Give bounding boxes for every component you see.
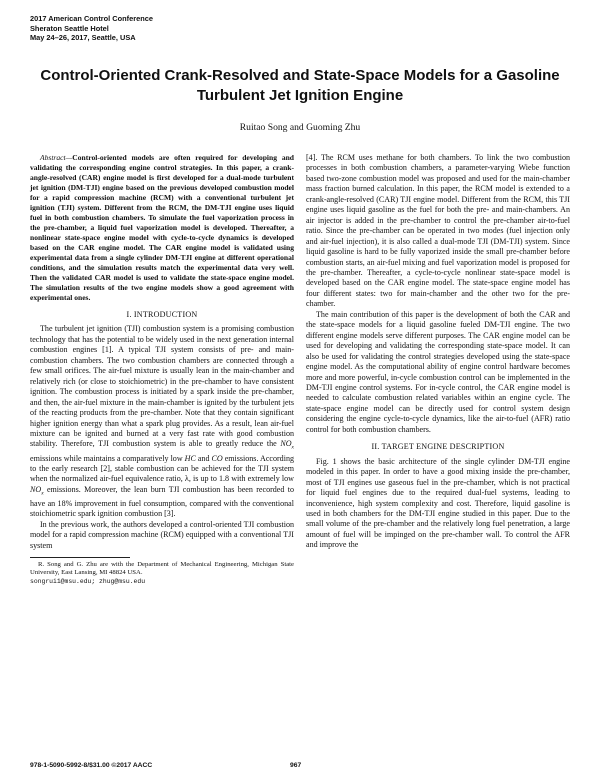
conference-dates: May 24–26, 2017, Seattle, USA bbox=[30, 33, 136, 42]
footer-page-number: 967 bbox=[290, 762, 302, 769]
abstract-dash: — bbox=[65, 153, 73, 162]
right-column bbox=[306, 153, 570, 551]
right-paragraph-1: [4]. The RCM uses methane for both chambers. To link the two combustion processes in both combustion chambers, a parameter-varying Wiebe function based two-zone combustion model was proposed and used for the main-chamber mass fraction burned calculation. In this paper, the RCM model is extended to a crank-angle-resolved (CAR) TJI engine model. Different from the RCM, this TJI engine uses liquid gasoline as the fuel for both the pre- and main-chambers. An air injector is added in the pre-chamber to control the pre-chamber air-to-fuel ratio. Since the pre-chamber can be operated in two modes (fuel injection only and air-fuel injection), it is also called a dual-mode TJI (DM-TJI) system. Since liquid gasoline is hard to be fully vaporized inside the small pre-chamber before combustion starts, an air-fuel mixing and fuel vaporization model is proposed for the pre-chamber. Thereafter, a cycle-to-cycle nonlinear state-space model is developed based on the CAR engine model. The state-space engine model has four different states: two for main-chamber and the other two for the pre-chamber. bbox=[306, 153, 570, 309]
paper-title: Control-Oriented Crank-Resolved and State-Space Models for a Gasoline Turbulent Jet Ignition Engine bbox=[40, 67, 560, 104]
intro-paragraph-2: In the previous work, the authors developed a control-oriented TJI combustion model for a rapid compression machine (RCM) equipped with a conventional TJI system bbox=[30, 519, 294, 550]
abstract-text: Control-oriented models are often required for developing and validating the corresponding engine control strategies. In this paper, a crank-angle-resolved (CAR) engine model is first developed for a dual-mode turbulent jet ignition (DM-TJI) engine based on the previous developed combustion model for a rapid compression machine (RCM) with a conventional turbulent jet ignition (TJI) system. Different from the RCM, the DM-TJI engine uses liquid fuel in both combustion chambers. To simulate the fuel vaporization process in the pre-chamber, a liquid fuel vaporization model is developed. Thereafter, a nonlinear state-space engine model with cycle-to-cycle dynamics is developed based on the CAR engine model. The CAR engine model is validated using experimental data from a single cylinder DM-TJI engine at different operational conditions, and the simulation results match the experimental data very well. Then the validated CAR model is used to validate the state-space engine model. The simulation results of the two engine models show a good agreement with experimental ones. bbox=[30, 153, 294, 302]
abstract-label: Abstract bbox=[40, 153, 66, 162]
intro-paragraph-1: The turbulent jet ignition (TJI) combustion system is a promising combustion technology that has the potential to be widely used in the next generation internal combustion engines [1]. A typical TJI system consists of pre- and main-combustion chambers. The two combustion chambers are connected through a few small orifices. The air-fuel mixture is usually lean in the main-chamber and relatively rich (or close to stoichiometric) in the pre-chamber to have consistent ignition. The combustion process is initiated by a spark inside the pre-chamber, and then, the air-fuel mixture in the main-chamber is ignited by the turbulent jets of the reacting products from the pre-chamber. Note that they contain significant higher ignition energy than what a spark plug provides. As a result, lean air-fuel mixture can be ignited and burned at a very fast rate with good combustion stability. Therefore, TJI combustion system is able to greatly reduce the $NO_x$ emissions while maintains a comparatively low HC and CO emissions. According to the early research [2], stable combustion can be achieved for the TJI system when the normalized air-fuel equivalence ratio, λ, is up to 1.8 with extremely low $NO_x$ emissions. Moreover, the lean burn TJI combustion has been recorded to have an 18% improvement in fuel consumption, compared with the conventional stoichiometric spark ignition combustion [3]. bbox=[30, 324, 294, 519]
footer-isbn: 978-1-5090-5992-8/$31.00 ©2017 AACC bbox=[30, 762, 153, 769]
left-column bbox=[30, 153, 294, 586]
footnote-rule bbox=[30, 557, 130, 558]
abstract bbox=[30, 153, 294, 303]
author-emails: songrui1@msu.edu; zhug@msu.edu bbox=[30, 577, 146, 585]
author-footnote: R. Song and G. Zhu are with the Department of Mechanical Engineering, Michigan State University, East Lansing, MI 48824 USA. songrui1@msu.edu; zhug@msu.edu bbox=[30, 561, 294, 585]
right-paragraph-2: The main contribution of this paper is the development of both the CAR and the state-space models for a liquid gasoline fueled DM-TJI engine. The two different engine models serve different purposes. The CAR engine model can be used for developing and validating the corresponding state-space model. It can also be used for validating the control strategies developed using the state-space engine model. As the computational ability of engine control hardware becomes more and more powerful, in-cycle combustion control can be implemented in the DM-TJI engine control systems. For in-cycle control, the CAR engine model is needed to calculate combustion related variables within an engine cycle. The state-space engine model can be directly used for control system design considering the engine cycle-to-cycle dynamics, like the air-to-fuel (AFR) ratio control for both combustion chambers. bbox=[306, 309, 570, 434]
section-heading-target-engine: II. TARGET ENGINE DESCRIPTION bbox=[371, 442, 505, 452]
conference-info bbox=[30, 14, 153, 43]
right-paragraph-3: Fig. 1 shows the basic architecture of the single cylinder DM-TJI engine modeled in this paper. In order to have a good mixing inside the pre-chamber, most of TJI engines use gaseous fuel in the pre-chamber, which is not practical for liquid fuel engines due to the required dual-fuel systems, leading to inconvenience, high system complexity and cost. Therefore, liquid gasoline is used in both chambers for the DM-TJI engine studied in this paper. Due to the small volume of the pre-chamber and the relatively long fuel penetration, a large amount of fuel will be impinged on the pre-chamber wall. To control the AFR and improve the bbox=[306, 456, 570, 550]
conference-name: 2017 American Control Conference bbox=[30, 14, 153, 23]
section-heading-introduction: I. INTRODUCTION bbox=[126, 310, 198, 319]
conference-venue: Sheraton Seattle Hotel bbox=[30, 23, 109, 33]
paper-authors: Ruitao Song and Guoming Zhu bbox=[239, 122, 361, 133]
